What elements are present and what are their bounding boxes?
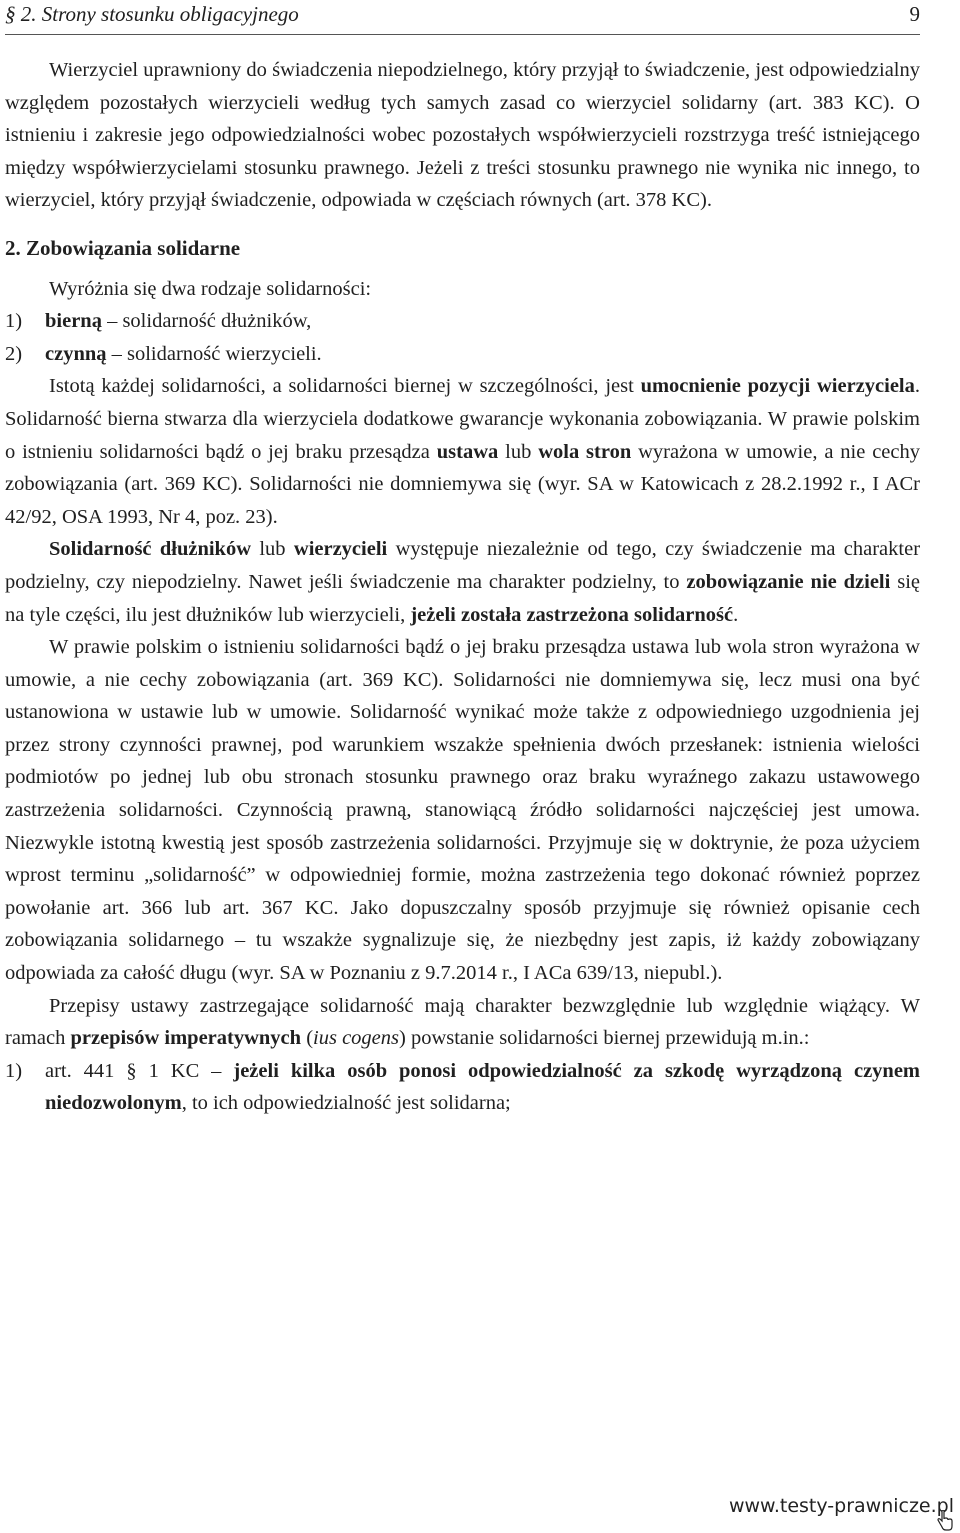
- paragraph-2: Wyróżnia się dwa rodzaje solidarności:: [49, 277, 372, 300]
- paragraph-6: Przepisy ustawy zastrzegające solidarność mają charakter bezwzględnie lub względnie wiążący. W ramach przepisów imperatywnych (ius cogens) powstanie solidarności biernej przewidują m.in.:: [5, 994, 920, 1050]
- paragraph-1: Wierzyciel uprawniony do świadczenia niepodzielnego, który przyjął to świadczenie, jest odpowiedzialny względem pozostałych wierzycieli według tych samych zasad co wierzyciel solidarny (art. 383 KC). O istnieniu i zakresie jego odpowiedzialności wobec pozostałych współwierzycieli rozstrzyga treść istniejącego między współwierzycielami stosunku prawnego. Jeżeli z treści stosunku prawnego nie wynika nic innego, to wierzyciel, który przyjął świadczenie, odpowiada w częściach równych (art. 378 KC).: [5, 59, 920, 212]
- list-item: 1) bierną – solidarność dłużników,: [5, 310, 312, 333]
- paragraph-5: W prawie polskim o istnieniu solidarności bądź o jej braku przesądza ustawa lub wola stron wyrażona w umowie, a nie cechy zobowiązania (art. 369 KC). Solidarności nie domniemywa się, lecz musi ona być ustanowiona w ustawie lub w umowie. Solidarność wynikać może także z odpowiedniego uzgodnienia jej przez strony czynności prawnej, pod warunkiem wszakże spełnienia dwóch przesłanek: istnienia wielości podmiotów po jednej lub obu stronach stosunku prawnego oraz braku wyraźnego zakazu ustawowego zastrzeżenia solidarności. Czynnością prawną, stanowiącą źródło solidarności najczęściej jest umowa. Niezwykle istotną kwestią jest sposób zastrzeżenia solidarności. Przyjmuje się w doktrynie, że poza użyciem wprost terminu „solidarność” w odpowiedniej formie, można zastrzeżenia tego dokonać również poprzez powołanie art. 366 lub art. 367 KC. Jako dopuszczalny sposób przyjmuje się również opisanie cech zobowiązania solidarnego – tu wszakże sygnalizuje się, że niezbędny jest zapis, iż każdy zobowiązany odpowiada za całość długu (wyr. SA w Poznaniu z 9.7.2014 r., I ACa 639/13, niepubl.).: [5, 636, 920, 985]
- page-body: [5, 54, 920, 1120]
- list-item: 2) czynną – solidarność wierzycieli.: [5, 342, 322, 365]
- paragraph-4: Solidarność dłużników lub wierzycieli występuje niezależnie od tego, czy świadczenie ma charakter podzielny, czy niepodzielny. Nawet jeśli świadczenie ma charakter podzielny, to zobowiązanie nie dzieli się na tyle części, ilu jest dłużników lub wierzycieli, jeżeli została zastrzeżona solidarność.: [5, 538, 921, 626]
- page-number: 9: [909, 2, 920, 26]
- list-item: 1) art. 441 § 1 KC – jeżeli kilka osób ponosi odpowiedzialność za szkodę wyrządzoną czynem niedozwolonym, to ich odpowiedzialność jest solidarna;: [5, 1059, 920, 1115]
- footer-url[interactable]: www.testy-prawnicze.pl: [728, 1495, 954, 1517]
- hand-pointer-icon: [936, 1510, 954, 1532]
- running-header: [5, 0, 920, 35]
- section-heading: 2. Zobowiązania solidarne: [5, 235, 241, 260]
- paragraph-3: Istotą każdej solidarności, a solidarności biernej w szczególności, jest umocnienie pozycji wierzyciela. Solidarność bierna stwarza dla wierzyciela dodatkowe gwarancje wykonania zobowiązania. W prawie polskim o istnieniu solidarności bądź o jej braku przesądza ustawa lub wola stron wyrażona w umowie, a nie cechy zobowiązania (art. 369 KC). Solidarności nie domniemywa się (wyr. SA w Katowicach z 28.2.1992 r., I ACr 42/92, OSA 1993, Nr 4, poz. 23).: [5, 375, 920, 528]
- section-title: § 2. Strony stosunku obligacyjnego: [5, 2, 299, 26]
